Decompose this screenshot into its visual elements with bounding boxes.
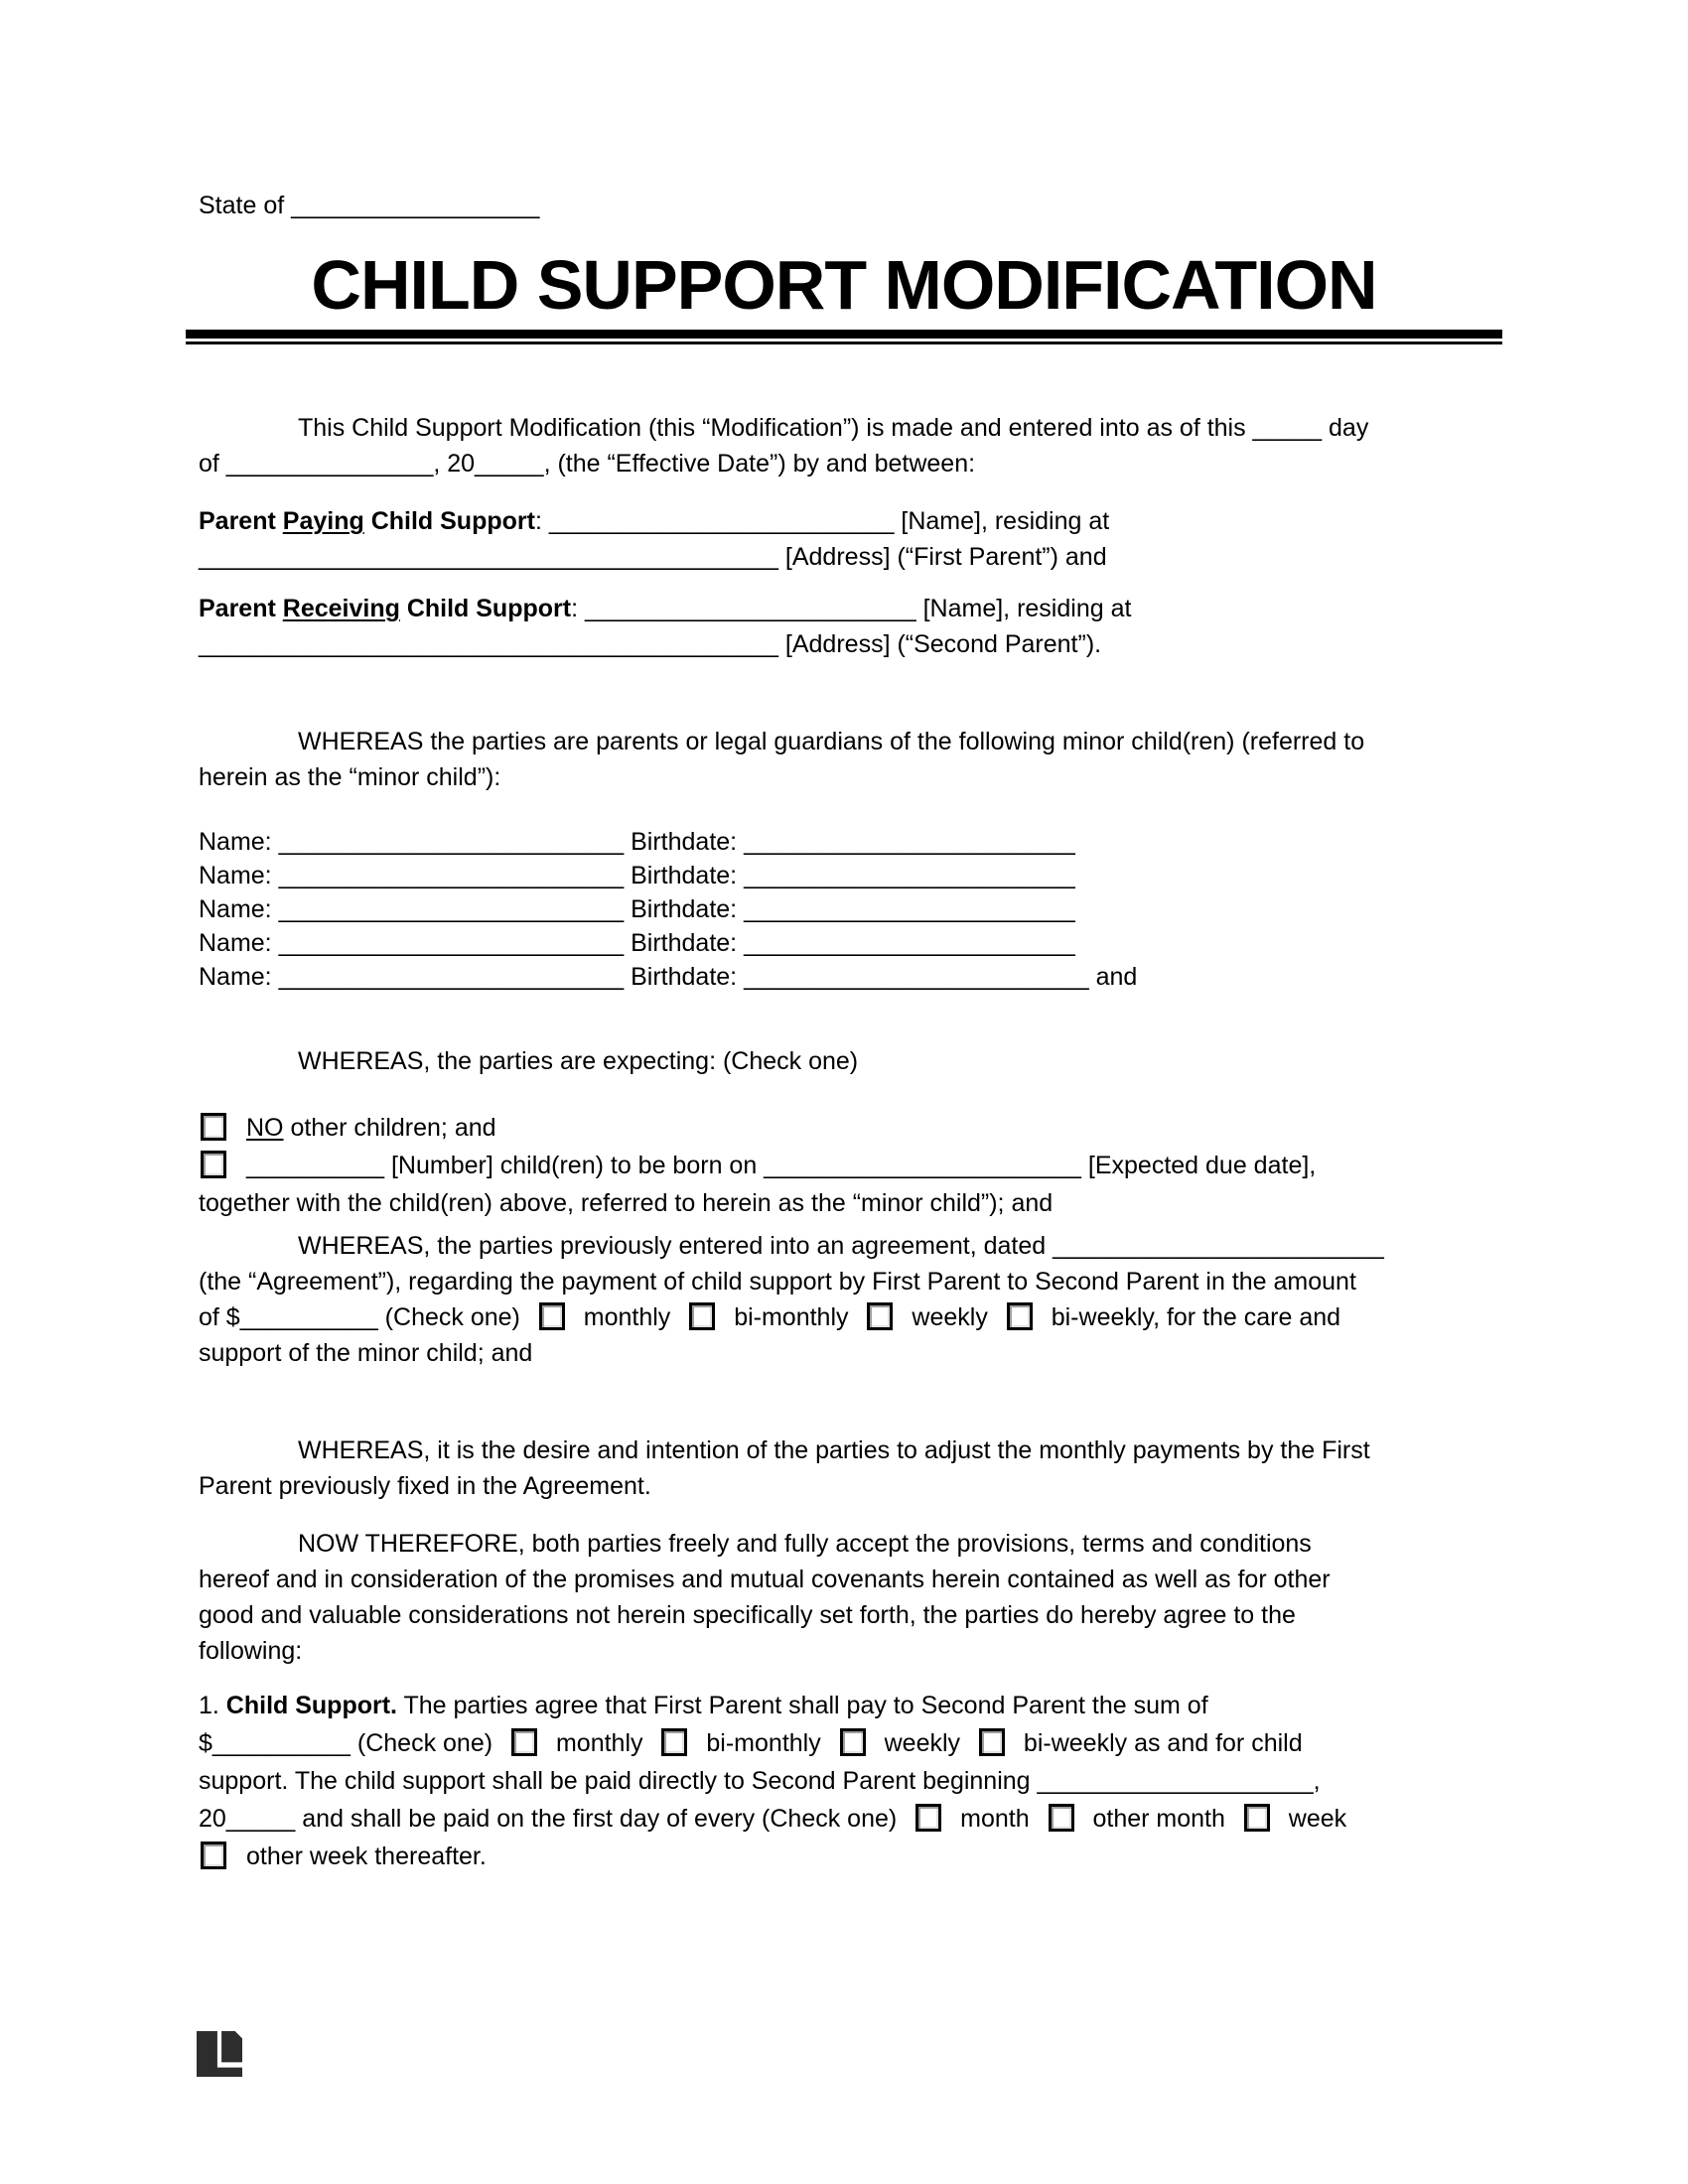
text-run: : _________________________ [Name], residing at [534,507,1110,535]
text-run: bi-monthly [699,1729,828,1757]
text-run: __________ [Number] child(ren) to be born on _______________________ [Expected due date], [246,1152,1317,1179]
text-run: Name: _________________________ Birthdate: ________________________ [199,828,1075,856]
text-run: other children; and [283,1114,496,1142]
text-line [199,926,1489,960]
document-body [199,410,1489,1875]
text-line [199,724,1489,759]
text-run: NOW THEREFORE, both parties freely and fully accept the provisions, terms and conditions [298,1530,1312,1558]
text-run: bi-monthly [727,1303,856,1331]
text-run: Parent [199,595,283,622]
text-line [199,591,1489,626]
text-line [199,446,1489,481]
checkbox[interactable] [979,1728,1005,1756]
legal-templates-logo [197,2031,242,2077]
text-run: herein as the “minor child”): [199,763,501,791]
text-line [199,1299,1489,1335]
text-line [199,539,1489,575]
p-whereas-children [199,724,1489,795]
checkbox[interactable] [511,1728,537,1756]
text-line [199,825,1489,859]
text-run: support. The child support shall be paid directly to Second Parent beginning ____________________, [199,1767,1321,1795]
text-run: : ________________________ [Name], residing at [571,595,1132,622]
text-run: monthly [576,1303,678,1331]
text-run: monthly [549,1729,650,1757]
text-run: support of the minor child; and [199,1339,533,1367]
text-run: This Child Support Modification (this “Modification”) is made and entered into as of this _____ day [298,414,1369,442]
text-run: of _______________, 20_____, (the “Effective Date”) by and between: [199,450,976,478]
p-intro [199,410,1489,481]
text-line [199,1043,1489,1079]
text-run: bi-weekly as and for child [1016,1729,1303,1757]
text-run: weekly [905,1303,995,1331]
p-parent-receiving [199,591,1489,662]
text-line [199,1800,1489,1838]
checkbox[interactable] [840,1728,866,1756]
text-run: Name: _________________________ Birthdate: ________________________ [199,895,1075,923]
p-parent-paying [199,503,1489,575]
checkbox[interactable] [1007,1302,1033,1330]
text-line [199,759,1489,795]
text-line [199,1724,1489,1762]
p-child-names [199,825,1489,994]
text-line [199,1264,1489,1299]
p-child-support-clause [199,1687,1489,1875]
text-run: Parent previously fixed in the Agreement. [199,1472,651,1500]
text-line [199,960,1489,994]
text-line [199,626,1489,662]
text-run: Name: _________________________ Birthdate: ________________________ [199,929,1075,957]
document-title: CHILD SUPPORT MODIFICATION [311,246,1377,324]
text-run: WHEREAS, it is the desire and intention of the parties to adjust the monthly payments by the First [298,1436,1370,1464]
text-line [199,1147,1489,1184]
checkbox[interactable] [1049,1804,1074,1832]
p-whereas-expecting [199,1043,1489,1079]
text-run: The parties agree that First Parent shall pay to Second Parent the sum of [397,1692,1208,1719]
legal-templates-logo-icon [197,2031,242,2077]
text-run: good and valuable considerations not herein specifically set forth, the parties do hereby agree to the [199,1601,1296,1629]
text-run: __________________________________________ [Address] (“First Parent”) and [199,543,1107,571]
text-run: Parent [199,507,283,535]
text-line [199,410,1489,446]
text-run: WHEREAS, the parties previously entered into an agreement, dated ________________________ [298,1232,1384,1260]
text-line [199,503,1489,539]
text-line [199,1228,1489,1264]
text-run: Paying [282,507,364,535]
text-run: bi-weekly, for the care and [1044,1303,1341,1331]
text-run: weekly [877,1729,967,1757]
text-run: __________________________________________ [Address] (“Second Parent”). [199,630,1102,658]
text-line [199,892,1489,926]
text-run: Child Support. [225,1692,397,1719]
title-rule [186,330,1502,344]
text-run: month [953,1805,1037,1833]
text-line [199,1562,1489,1597]
text-line [199,1468,1489,1504]
text-line [199,1633,1489,1669]
p-expecting-options [199,1109,1489,1222]
checkbox[interactable] [201,1842,226,1869]
checkbox[interactable] [689,1302,715,1330]
text-run: week [1281,1805,1347,1833]
text-run: Child Support [399,595,572,622]
text-line [199,1335,1489,1371]
text-line [199,1433,1489,1468]
text-run: together with the child(ren) above, referred to herein as the “minor child”); and [199,1189,1054,1217]
text-line [199,1184,1489,1222]
text-run: $__________ (Check one) [199,1729,500,1757]
text-run: WHEREAS, the parties are expecting: (Check one) [298,1047,859,1075]
text-run: (the “Agreement”), regarding the payment of child support by First Parent to Second Parent in the amount [199,1268,1356,1296]
text-run: other month [1085,1805,1232,1833]
p-whereas-agreement [199,1228,1489,1371]
text-run: Child Support [363,507,535,535]
text-run: Name: _________________________ Birthdate: _________________________ and [199,963,1138,991]
checkbox[interactable] [915,1804,941,1832]
text-run: 1. [199,1692,226,1719]
text-run: 20_____ and shall be paid on the first day of every (Check one) [199,1805,905,1833]
checkbox[interactable] [201,1151,226,1178]
checkbox[interactable] [1244,1804,1270,1832]
p-whereas-desire [199,1433,1489,1504]
text-run: other week thereafter. [246,1843,487,1870]
checkbox[interactable] [539,1302,565,1330]
text-line [199,859,1489,892]
text-run: NO [246,1114,284,1142]
p-now-therefore [199,1526,1489,1669]
text-line [199,1526,1489,1562]
text-run: WHEREAS the parties are parents or legal guardians of the following minor child(ren) (referred to [298,728,1365,755]
text-run: Name: _________________________ Birthdate: ________________________ [199,862,1075,889]
text-line [199,1687,1489,1724]
text-line [199,1762,1489,1800]
checkbox[interactable] [867,1302,893,1330]
checkbox[interactable] [201,1113,226,1141]
text-run: of $__________ (Check one) [199,1303,527,1331]
text-run: hereof and in consideration of the promises and mutual covenants herein contained as well as for other [199,1566,1331,1593]
text-line [199,1109,1489,1147]
text-run: following: [199,1637,303,1665]
text-line [199,1838,1489,1875]
text-run: Receiving [282,595,400,622]
checkbox[interactable] [661,1728,687,1756]
text-line [199,1597,1489,1633]
state-of-line: State of __________________ [199,192,540,219]
